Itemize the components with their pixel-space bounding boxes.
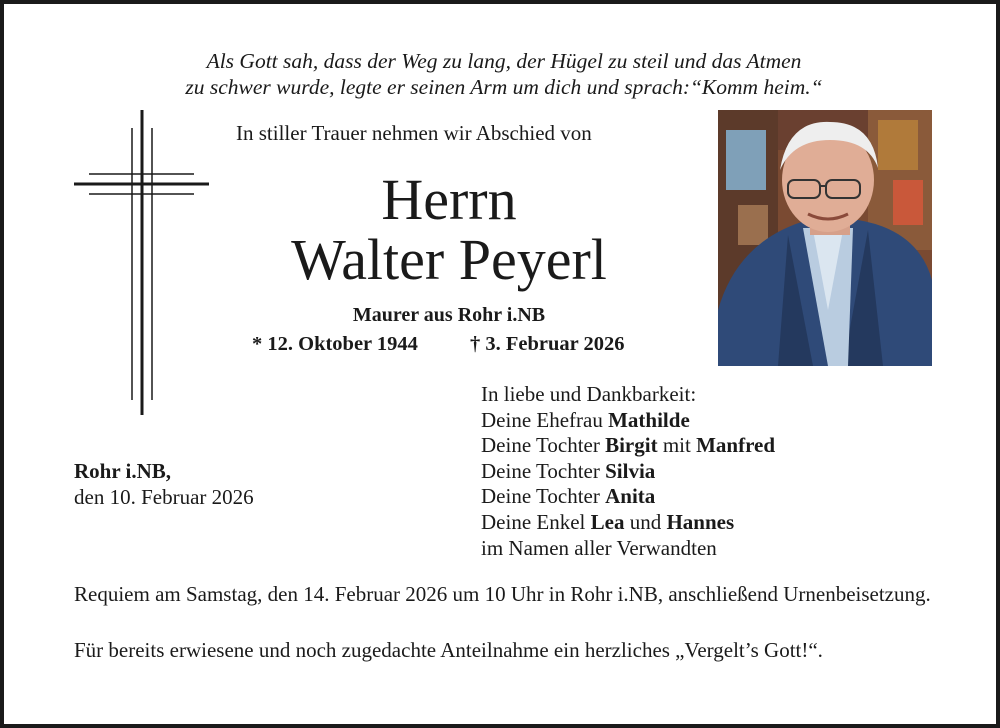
- relation-label: Deine Tochter: [481, 433, 600, 458]
- mourner-name: Manfred: [696, 433, 776, 458]
- place-date-text: den 10. Februar 2026: [74, 485, 254, 509]
- mourner-grandchildren: [481, 510, 775, 536]
- occupation: Maurer aus Rohr i.NB: [352, 304, 546, 326]
- portrait-photo: [718, 110, 932, 366]
- mourner-name: Hannes: [666, 509, 735, 534]
- life-dates: [252, 333, 625, 356]
- cross-icon: [74, 110, 209, 415]
- mourner-name: Lea: [590, 509, 625, 534]
- mourner-name: Mathilde: [608, 407, 690, 432]
- mourner-daughter-3: [481, 484, 775, 510]
- relation-label: Deine Tochter: [481, 458, 600, 483]
- mourner-daughter-2: [481, 459, 775, 485]
- motto-line-1: Als Gott sah, dass der Weg zu lang, der Hügel zu steil und das Atmen: [206, 49, 802, 73]
- relation-label: Deine Enkel: [481, 509, 586, 534]
- place-date: [74, 458, 254, 510]
- mourners-intro: In liebe und Dankbarkeit:: [481, 382, 697, 406]
- mourner-name: Anita: [605, 484, 656, 509]
- relation-label: Deine Ehefrau: [481, 407, 603, 432]
- death-date: † 3. Februar 2026: [470, 333, 625, 355]
- mourner-wife: [481, 408, 775, 434]
- relation-label: Deine Tochter: [481, 484, 600, 509]
- mourners-list: [481, 382, 775, 561]
- connector: mit: [662, 433, 691, 458]
- place-city: Rohr i.NB,: [74, 459, 172, 483]
- mourner-daughter-1: [481, 433, 775, 459]
- intro-text: In stiller Trauer nehmen wir Abschied von: [236, 121, 592, 145]
- salutation: Herrn: [381, 167, 517, 232]
- requiem-notice: Requiem am Samstag, den 14. Februar 2026 um 10 Uhr in Rohr i.NB, anschließend Urnenbeisetzung.: [74, 582, 931, 606]
- mourners-closing: im Namen aller Verwandten: [481, 535, 717, 560]
- deceased-name: Walter Peyerl: [291, 227, 607, 292]
- thanks-notice: Für bereits erwiesene und noch zugedachte Anteilnahme ein herzliches „Vergelt’s Gott!“.: [74, 638, 823, 662]
- birth-date: * 12. Oktober 1944: [252, 333, 418, 355]
- mourner-name: Silvia: [605, 458, 656, 483]
- connector: und: [629, 509, 662, 534]
- motto-line-2: zu schwer wurde, legte er seinen Arm um dich und sprach:“Komm heim.“: [185, 75, 823, 99]
- mourner-name: Birgit: [605, 433, 658, 458]
